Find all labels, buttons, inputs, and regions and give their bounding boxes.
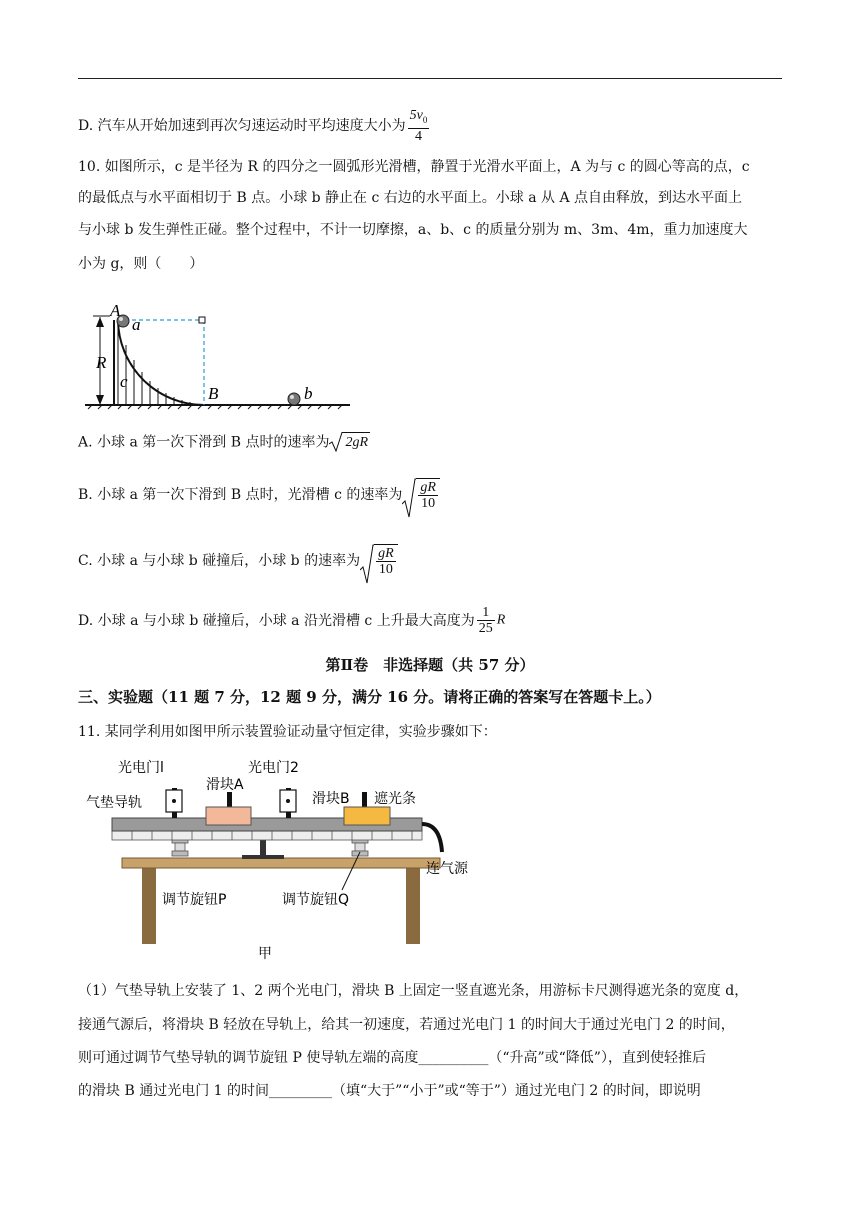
fraction: $\frac{5v_0}{4}$ [409,108,428,144]
table-leg-right [406,866,420,944]
q11-p4: 的滑块 B 通过光电门 1 的时间_________（填“大于”“小于”或“等于”）通过光电门 2 的时间，即说明 [78,1083,701,1099]
label-knob-p: 调节旋钮P [162,892,227,908]
label-c: c [120,372,128,391]
q11-intro: 11. 某同学利用如图甲所示装置验证动量守恒定律，实验步骤如下： [78,724,497,740]
option-d-previous: D. 汽车从开始加速到再次匀速运动时平均速度大小为 $\frac{5v_0}{4}$ [78,108,428,144]
q10-option-a: A. 小球 a 第一次下滑到 B 点时的速率为 2gR [78,432,370,453]
q10-line4: 小为 g，则（ ） [78,256,204,272]
label-knob-q: 调节旋钮Q [282,892,350,908]
q11-p3: 则可通过调节气垫导轨的调节旋钮 P 使导轨左端的高度__________（“升高”或“降低”），直到使轻推后 [78,1050,706,1066]
header-rule [78,78,782,79]
label-slider-a: 滑块A [206,777,244,793]
q10-option-c: C. 小球 a 与小球 b 碰撞后，小球 b 的速率为 $\frac{gR}{10}$ [78,544,398,586]
section-title: 第Ⅱ卷 非选择题（共 57 分） [325,656,535,674]
knob-p [172,838,188,856]
ball-b [288,393,300,405]
q10-line3: 与小球 b 发生弹性正碰。整个过程中，不计一切摩擦，a、b、c 的质量分别为 m、3m、4m，重力加速度大 [78,222,748,238]
label-track: 气垫导轨 [86,795,142,811]
label-air: 连气源 [426,861,468,877]
groove-hatching [118,328,190,404]
label-slider-b: 滑块B [312,791,350,807]
sqrt-expression: 2gR [329,432,370,453]
q11-p1: （1）气垫导轨上安装了 1、2 两个光电门，滑块 B 上固定一竖直遮光条，用游标卡尺测得遮光条的宽度 d， [78,983,749,999]
q10-option-d: D. 小球 a 与小球 b 碰撞后，小球 a 沿光滑槽 c 上升最大高度为 $\frac{1}{25}$ R [78,605,506,636]
q10-option-b: B. 小球 a 第一次下滑到 B 点时，光滑槽 c 的速率为 $\frac{gR}{10}$ [78,478,440,520]
label-gate2: 光电门2 [248,760,299,776]
knob-q [352,838,368,856]
label-R: R [96,353,107,372]
sqrt-fraction: $\frac{gR}{10}$ [360,544,398,578]
label-A: A [110,301,121,320]
slider-b [344,807,390,825]
fraction: $\frac{1}{25}$ [478,605,493,636]
table-top [122,858,440,868]
label-b: b [304,384,313,403]
q11-figure [80,752,500,964]
figure-caption: 甲 [258,946,272,962]
slider-a [206,807,251,825]
q10-line2: 的最低点与水平面相切于 B 点。小球 b 静止在 c 右边的水平面上。小球 a 从 A 点自由释放，到达水平面上 [78,190,743,206]
q10-figure [80,300,360,415]
label-gate1: 光电门l [118,760,164,776]
sqrt-fraction: $\frac{gR}{10}$ [402,478,440,512]
label-a: a [132,315,141,334]
part3-heading: 三、实验题（11 题 7 分，12 题 9 分，满分 16 分。请将正确的答案写在答题卡上。） [78,688,661,706]
label-shade: 遮光条 [374,791,416,807]
q10-line1: 10. 如图所示，c 是半径为 R 的四分之一圆弧形光滑槽，静置于光滑水平面上，A 为与 c 的圆心等高的点，c [78,159,750,175]
q11-p2: 接通气源后，将滑块 B 轻放在导轨上，给其一初速度，若通过光电门 1 的时间大于通过光电门 2 的时间， [78,1017,735,1033]
table-leg-left [142,866,156,944]
label-B: B [208,384,219,403]
